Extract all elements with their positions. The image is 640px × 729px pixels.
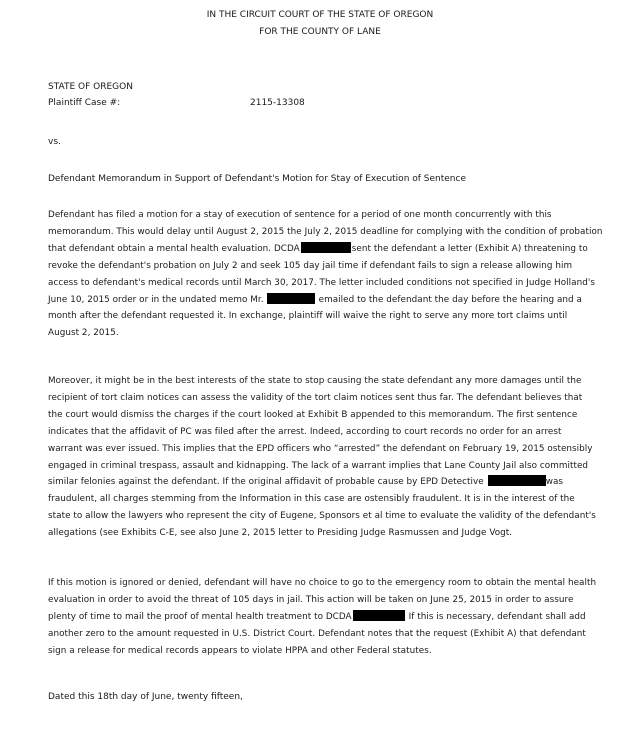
text-line: state to allow the lawyers who represent the city of Eugene, Sponsors et al time to evaluate the validity of the defendant's xyxy=(48,511,596,522)
text-line: allegations (see Exhibits C-E, see also June 2, 2015 letter to Presiding Judge Rasmussen and Judge Vogt. xyxy=(48,528,513,539)
paragraph-warrant-argument xyxy=(48,373,608,542)
text-line: warrant was ever issued. This implies that the EPD officers who “arrested” the defendant on February 19, 2015 ostensibly xyxy=(48,443,593,454)
text-line: If this motion is ignored or denied, defendant will have no choice to go to the emergency room to obtain the mental health xyxy=(48,578,597,588)
text-line xyxy=(48,474,608,491)
text-line: indicates that the affidavit of PC was filed after the arrest. Indeed, according to court records no order for an arrest xyxy=(48,426,562,437)
county-name: FOR THE COUNTY OF LANE xyxy=(259,27,381,37)
text-line: revoke the defendant's probation on July 2 and seek 105 day jail time if defendant fails to sign a release allowing him xyxy=(48,260,573,271)
document-title: Defendant Memorandum in Support of Defendant's Motion for Stay of Execution of Sentence xyxy=(48,174,466,184)
text-line: fraudulent, all charges stemming from the Information in this case are ostensibly fraudulent. It is in the interest of the xyxy=(48,494,575,505)
text-line xyxy=(48,609,608,626)
text-segment: similar felonies against the defendant. If the original affidavit of probable cause by EPD Detective xyxy=(48,477,484,488)
text-line: sign a release for medical records appears to violate HPPA and other Federal statutes. xyxy=(48,645,432,656)
text-segment: that defendant obtain a mental health evaluation. DCDA xyxy=(48,243,300,254)
text-segment: If this is necessary, defendant shall add xyxy=(408,611,586,622)
text-line: Defendant has filed a motion for a stay of execution of sentence for a period of one month concurrently with this xyxy=(48,210,552,220)
redaction-box xyxy=(267,293,315,304)
case-number: 2115-13308 xyxy=(250,98,305,108)
case-label: Plaintiff Case #: xyxy=(48,98,121,108)
redaction-box xyxy=(301,242,351,253)
redaction-box xyxy=(488,475,546,486)
text-line: month after the defendant requested it. In exchange, plaintiff will waive the right to serve any more tort claims until xyxy=(48,311,568,322)
text-line: August 2, 2015. xyxy=(48,328,119,339)
text-segment: was xyxy=(545,477,564,488)
paragraph-stay-request xyxy=(48,207,608,342)
dated-line: Dated this 18th day of June, twenty fifteen, xyxy=(48,692,243,702)
text-segment: June 10, 2015 order or in the undated memo Mr. xyxy=(48,294,264,305)
text-segment: plenty of time to mail the proof of mental health treatment to DCDA xyxy=(48,611,352,622)
text-line: another zero to the amount requested in U.S. District Court. Defendant notes that the request (Exhibit A) that defendant xyxy=(48,628,586,639)
text-line xyxy=(48,292,608,309)
text-line xyxy=(48,241,608,258)
paragraph-consequences xyxy=(48,575,608,660)
text-line: Moreover, it might be in the best interests of the state to stop causing the state defendant any more damages until the xyxy=(48,376,582,386)
text-line: evaluation in order to avoid the threat of 105 days in jail. This action will be taken on June 25, 2015 in order to assure xyxy=(48,594,574,605)
text-line: recipient of tort claim notices can assess the validity of the tort claim notices sent thus far. The defendant believes that xyxy=(48,392,583,403)
text-line: the court would dismiss the charges if the court looked at Exhibit B appended to this memorandum. The first sentence xyxy=(48,409,578,420)
text-line: engaged in criminal trespass, assault and kidnapping. The lack of a warrant implies that Lane County Jail also committed xyxy=(48,460,589,471)
text-segment: sent the defendant a letter (Exhibit A) threatening to xyxy=(351,243,588,254)
text-segment: emailed to the defendant the day before the hearing and a xyxy=(318,294,582,305)
redaction-box xyxy=(353,610,405,621)
court-header xyxy=(0,7,640,41)
plaintiff-name: STATE OF OREGON xyxy=(48,82,133,92)
versus: vs. xyxy=(48,137,61,147)
court-name: IN THE CIRCUIT COURT OF THE STATE OF OREGON xyxy=(206,10,434,20)
text-line: access to defendant's medical records until March 30, 2017. The letter included conditions not specified in Judge Holland's xyxy=(48,277,595,288)
text-line: memorandum. This would delay until August 2, 2015 the July 2, 2015 deadline for complying with the condition of probation xyxy=(48,226,603,237)
